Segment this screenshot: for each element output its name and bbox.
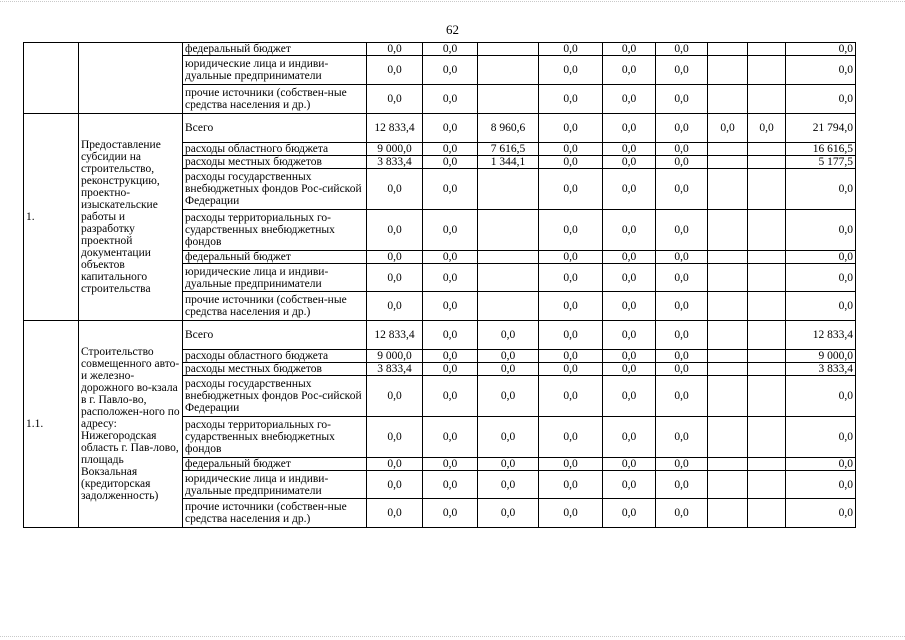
value-cell: 0,0: [603, 321, 656, 350]
value-cell: 0,0: [656, 251, 708, 264]
value-cell: 0,0: [656, 210, 708, 251]
value-cell: [708, 292, 748, 321]
value-cell: 0,0: [656, 292, 708, 321]
value-cell: 0,0: [423, 210, 478, 251]
row-index-cell: [24, 43, 79, 114]
value-cell: [708, 350, 748, 363]
value-cell: 0,0: [603, 169, 656, 210]
value-cell: 0,0: [478, 321, 539, 350]
value-cell: 0,0: [367, 458, 423, 471]
value-cell: [748, 264, 786, 292]
value-cell: 3 833,4: [367, 156, 423, 169]
value-cell: 0,0: [539, 499, 603, 528]
value-cell: 0,0: [478, 458, 539, 471]
value-cell: 9 000,0: [367, 350, 423, 363]
value-cell: 0,0: [539, 292, 603, 321]
total-value-cell: 0,0: [786, 292, 856, 321]
value-cell: 0,0: [423, 458, 478, 471]
value-cell: [748, 43, 786, 56]
value-cell: 0,0: [656, 376, 708, 417]
value-cell: 9 000,0: [367, 143, 423, 156]
value-cell: [748, 471, 786, 499]
value-cell: 0,0: [603, 156, 656, 169]
value-cell: 0,0: [367, 169, 423, 210]
value-cell: 0,0: [539, 321, 603, 350]
scan-edge-top: [0, 1, 905, 2]
value-cell: 0,0: [656, 169, 708, 210]
value-cell: 0,0: [539, 85, 603, 114]
value-cell: 0,0: [367, 264, 423, 292]
value-cell: 0,0: [539, 417, 603, 458]
value-cell: 12 833,4: [367, 321, 423, 350]
value-cell: [748, 169, 786, 210]
funding-source-cell: прочие источники (собствен-ные средства населения и др.): [183, 499, 367, 528]
funding-source-cell: федеральный бюджет: [183, 251, 367, 264]
value-cell: 0,0: [539, 143, 603, 156]
value-cell: 0,0: [367, 56, 423, 85]
value-cell: 0,0: [367, 417, 423, 458]
value-cell: [748, 458, 786, 471]
value-cell: 0,0: [603, 43, 656, 56]
value-cell: [708, 264, 748, 292]
funding-source-cell: расходы местных бюджетов: [183, 156, 367, 169]
value-cell: [748, 143, 786, 156]
value-cell: 7 616,5: [478, 143, 539, 156]
value-cell: [748, 85, 786, 114]
budget-table-body: [24, 43, 856, 528]
value-cell: 0,0: [423, 499, 478, 528]
value-cell: [478, 43, 539, 56]
value-cell: [478, 264, 539, 292]
value-cell: [748, 499, 786, 528]
total-value-cell: 3 833,4: [786, 363, 856, 376]
value-cell: 0,0: [478, 499, 539, 528]
value-cell: 0,0: [367, 471, 423, 499]
funding-source-cell: федеральный бюджет: [183, 458, 367, 471]
funding-source-cell: федеральный бюджет: [183, 43, 367, 56]
value-cell: 0,0: [367, 85, 423, 114]
total-value-cell: 0,0: [786, 417, 856, 458]
funding-source-cell: прочие источники (собствен-ные средства населения и др.): [183, 292, 367, 321]
value-cell: 0,0: [423, 471, 478, 499]
event-name-cell: Строительство совмещенного авто- и железно-дорожного во-кзала в г. Павло-во, расположен-ного по адресу: Нижегородская область г. Пав-лово, площадь Вокзальная (кредиторская задолженность): [79, 321, 183, 528]
value-cell: 0,0: [603, 292, 656, 321]
value-cell: [708, 458, 748, 471]
funding-source-cell: расходы государственных внебюджетных фондов Рос-сийской Федерации: [183, 169, 367, 210]
value-cell: 0,0: [603, 458, 656, 471]
value-cell: 0,0: [423, 264, 478, 292]
total-value-cell: 5 177,5: [786, 156, 856, 169]
value-cell: [708, 143, 748, 156]
funding-source-cell: юридические лица и индиви-дуальные предприниматели: [183, 264, 367, 292]
value-cell: 0,0: [603, 376, 656, 417]
value-cell: 0,0: [603, 143, 656, 156]
value-cell: 0,0: [423, 251, 478, 264]
value-cell: 0,0: [539, 56, 603, 85]
value-cell: 0,0: [539, 376, 603, 417]
value-cell: 0,0: [423, 143, 478, 156]
value-cell: 0,0: [603, 264, 656, 292]
value-cell: 0,0: [539, 210, 603, 251]
value-cell: [748, 321, 786, 350]
value-cell: 0,0: [656, 56, 708, 85]
scan-edge-bottom: [0, 636, 905, 637]
value-cell: [748, 56, 786, 85]
value-cell: 0,0: [367, 210, 423, 251]
value-cell: 0,0: [656, 114, 708, 143]
value-cell: 0,0: [656, 350, 708, 363]
value-cell: 0,0: [656, 85, 708, 114]
funding-source-cell: Всего: [183, 114, 367, 143]
total-value-cell: 0,0: [786, 169, 856, 210]
value-cell: 0,0: [603, 85, 656, 114]
funding-source-cell: юридические лица и индиви-дуальные предприниматели: [183, 56, 367, 85]
event-name-cell: [79, 43, 183, 114]
budget-table: [23, 42, 856, 528]
value-cell: [708, 376, 748, 417]
value-cell: 0,0: [423, 43, 478, 56]
value-cell: 0,0: [656, 43, 708, 56]
funding-source-cell: расходы местных бюджетов: [183, 363, 367, 376]
value-cell: 0,0: [603, 363, 656, 376]
value-cell: 0,0: [423, 114, 478, 143]
value-cell: 0,0: [656, 471, 708, 499]
value-cell: 0,0: [423, 376, 478, 417]
value-cell: 0,0: [423, 363, 478, 376]
table-row: [24, 321, 856, 350]
value-cell: [478, 210, 539, 251]
row-index-cell: 1.1.: [24, 321, 79, 528]
total-value-cell: 0,0: [786, 376, 856, 417]
value-cell: 0,0: [656, 499, 708, 528]
value-cell: 0,0: [656, 156, 708, 169]
value-cell: 0,0: [656, 321, 708, 350]
value-cell: [748, 363, 786, 376]
total-value-cell: 0,0: [786, 264, 856, 292]
value-cell: [748, 417, 786, 458]
value-cell: [708, 56, 748, 85]
value-cell: 0,0: [478, 471, 539, 499]
total-value-cell: 21 794,0: [786, 114, 856, 143]
page-number: 62: [446, 22, 459, 37]
value-cell: [708, 363, 748, 376]
value-cell: 0,0: [539, 350, 603, 363]
total-value-cell: 0,0: [786, 471, 856, 499]
value-cell: 0,0: [423, 169, 478, 210]
total-value-cell: 0,0: [786, 499, 856, 528]
value-cell: 0,0: [603, 350, 656, 363]
value-cell: 0,0: [539, 114, 603, 143]
value-cell: 0,0: [478, 363, 539, 376]
value-cell: 0,0: [423, 85, 478, 114]
table-row: [24, 43, 856, 56]
funding-source-cell: расходы областного бюджета: [183, 143, 367, 156]
value-cell: 0,0: [603, 499, 656, 528]
value-cell: [478, 251, 539, 264]
value-cell: 0,0: [423, 321, 478, 350]
funding-source-cell: Всего: [183, 321, 367, 350]
total-value-cell: 9 000,0: [786, 350, 856, 363]
value-cell: [708, 471, 748, 499]
funding-source-cell: юридические лица и индиви-дуальные предприниматели: [183, 471, 367, 499]
value-cell: [708, 210, 748, 251]
value-cell: [708, 499, 748, 528]
value-cell: 0,0: [367, 376, 423, 417]
value-cell: 0,0: [539, 169, 603, 210]
total-value-cell: 0,0: [786, 43, 856, 56]
value-cell: 1 344,1: [478, 156, 539, 169]
total-value-cell: 0,0: [786, 251, 856, 264]
value-cell: 0,0: [656, 363, 708, 376]
value-cell: [478, 292, 539, 321]
value-cell: [708, 251, 748, 264]
funding-source-cell: расходы государственных внебюджетных фондов Рос-сийской Федерации: [183, 376, 367, 417]
total-value-cell: 0,0: [786, 458, 856, 471]
funding-source-cell: расходы территориальных го-сударственных внебюджетных фондов: [183, 210, 367, 251]
value-cell: 0,0: [423, 56, 478, 85]
total-value-cell: 12 833,4: [786, 321, 856, 350]
value-cell: 0,0: [656, 417, 708, 458]
value-cell: [708, 169, 748, 210]
value-cell: [708, 43, 748, 56]
value-cell: 0,0: [539, 43, 603, 56]
value-cell: 0,0: [539, 363, 603, 376]
value-cell: 0,0: [656, 264, 708, 292]
value-cell: 0,0: [603, 251, 656, 264]
value-cell: [748, 251, 786, 264]
funding-source-cell: расходы областного бюджета: [183, 350, 367, 363]
value-cell: [478, 56, 539, 85]
row-index-cell: 1.: [24, 114, 79, 321]
value-cell: 0,0: [367, 251, 423, 264]
value-cell: 0,0: [423, 350, 478, 363]
value-cell: [708, 417, 748, 458]
value-cell: 0,0: [539, 458, 603, 471]
value-cell: 0,0: [656, 458, 708, 471]
value-cell: [748, 292, 786, 321]
value-cell: [748, 376, 786, 417]
value-cell: 0,0: [478, 350, 539, 363]
value-cell: 0,0: [539, 264, 603, 292]
total-value-cell: 0,0: [786, 56, 856, 85]
value-cell: 0,0: [423, 417, 478, 458]
value-cell: [708, 321, 748, 350]
value-cell: 0,0: [478, 376, 539, 417]
value-cell: 0,0: [708, 114, 748, 143]
value-cell: 0,0: [539, 251, 603, 264]
value-cell: 0,0: [423, 292, 478, 321]
value-cell: 0,0: [603, 56, 656, 85]
value-cell: 0,0: [367, 292, 423, 321]
value-cell: 0,0: [603, 114, 656, 143]
value-cell: 0,0: [603, 471, 656, 499]
value-cell: 0,0: [656, 143, 708, 156]
value-cell: 0,0: [367, 499, 423, 528]
value-cell: 0,0: [367, 43, 423, 56]
value-cell: 0,0: [478, 417, 539, 458]
value-cell: 0,0: [539, 471, 603, 499]
value-cell: [708, 85, 748, 114]
value-cell: [478, 85, 539, 114]
value-cell: 0,0: [539, 156, 603, 169]
value-cell: 0,0: [423, 156, 478, 169]
value-cell: 8 960,6: [478, 114, 539, 143]
value-cell: [478, 169, 539, 210]
value-cell: 3 833,4: [367, 363, 423, 376]
event-name-cell: Предоставление субсидии на строительство, реконструкцию, проектно-изыскательские работы и разработку проектной документации объектов капитального строительства: [79, 114, 183, 321]
value-cell: [708, 156, 748, 169]
value-cell: [748, 210, 786, 251]
value-cell: [748, 156, 786, 169]
value-cell: 0,0: [603, 210, 656, 251]
value-cell: [748, 350, 786, 363]
table-row: [24, 114, 856, 143]
total-value-cell: 0,0: [786, 210, 856, 251]
value-cell: 0,0: [748, 114, 786, 143]
value-cell: 12 833,4: [367, 114, 423, 143]
funding-source-cell: расходы территориальных го-сударственных внебюджетных фондов: [183, 417, 367, 458]
total-value-cell: 16 616,5: [786, 143, 856, 156]
total-value-cell: 0,0: [786, 85, 856, 114]
funding-source-cell: прочие источники (собствен-ные средства населения и др.): [183, 85, 367, 114]
value-cell: 0,0: [603, 417, 656, 458]
